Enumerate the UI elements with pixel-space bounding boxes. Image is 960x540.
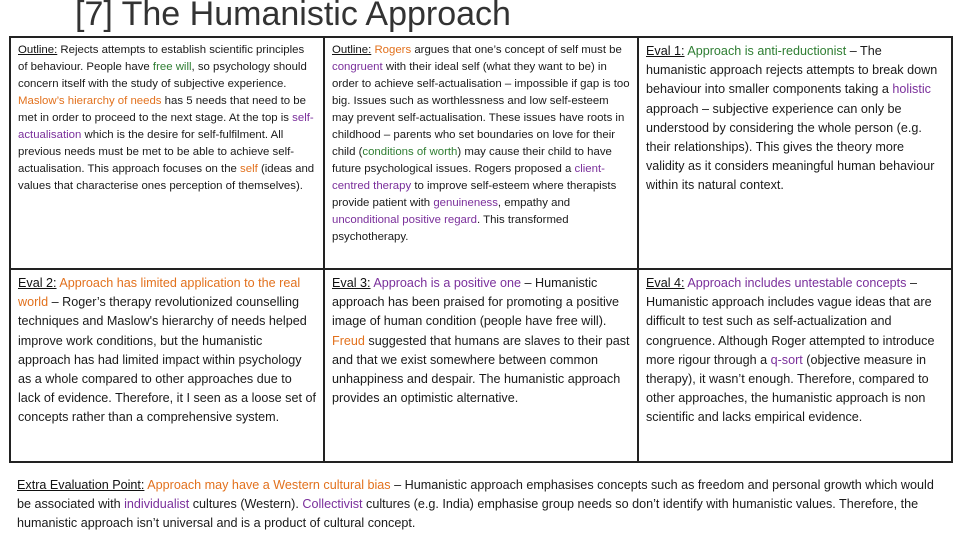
highlight: Approach is anti-reductionist [687, 44, 847, 58]
highlight: client-centred therapy [332, 163, 605, 192]
outline-rogers-cell [324, 37, 638, 269]
eval1-cell [638, 37, 952, 269]
text: – Humanistic approach includes vague ideas that are difficult to test such as self-actualization and congruence. Although Roger attempted to introduce more rigour through a [646, 276, 935, 367]
highlight: free will [152, 61, 192, 73]
text: – Humanistic approach has been praised for promoting a positive image of human condition (people have free will). [332, 276, 620, 329]
text: , so psychology should concern itself with the study of subjective experience. [18, 61, 307, 90]
extra-label: Extra Evaluation Point: [17, 478, 145, 492]
highlight: Rogers [374, 44, 412, 56]
text: (objective measure in therapy), it wasn’t enough. Therefore, compared to other approaches, the humanistic approach is non scientific and lacks empirical evidence. [646, 352, 929, 425]
text: which is the desire for self-fulfilment. All previous needs must be met to be able to achieve self-actualisation. This approach focuses on the [18, 129, 295, 175]
eval3-cell [324, 269, 638, 462]
highlight: conditions of worth [362, 146, 458, 158]
eval-label: Eval 1: [646, 44, 685, 58]
highlight: Collectivist [302, 497, 363, 512]
highlight: Approach may have a Western cultural bias [147, 478, 391, 492]
highlight: congruent [332, 61, 383, 73]
text: suggested that humans are slaves to their past and that we exist somewhere between common unhappiness and despair. The humanistic approach provides an optimistic alternative. [332, 333, 630, 406]
page-title: [7] The Humanistic Approach [75, 0, 511, 33]
text: . This transformed psychotherapy. [332, 214, 569, 243]
highlight: Freud [332, 333, 365, 348]
highlight: individualist [124, 497, 190, 512]
text: cultures (Western). [189, 497, 303, 512]
text: with their ideal self (what they want to be) in order to achieve self-actualisation – impossible if gap is too big. Issues such as worthlessness and low self-esteem may prevent self-actualisation. These issues have roots in childhood – parents who set boundaries on love for their child ( [332, 61, 630, 158]
highlight: genuineness [433, 197, 498, 209]
text: Rejects attempts to establish scientific principles of behaviour. People have [18, 44, 305, 73]
highlight: Approach is a positive one [373, 276, 522, 290]
eval-label: Eval 4: [646, 276, 685, 290]
highlight: q-sort [770, 352, 803, 367]
eval-label: Eval 3: [332, 276, 371, 290]
text: has 5 needs that need to be met in order to proceed to the next stage. At the top is [18, 95, 306, 124]
outline-label: Outline: [332, 44, 372, 56]
text: cultures (e.g. India) emphasise group needs so don’t identify with humanistic values. Therefore, the humanistic approach isn’t universal and is a product of cultural concept. [17, 497, 919, 531]
highlight: Maslow’s hierarchy of needs [18, 95, 162, 107]
text: approach – subjective experience can only be understood by considering the whole person (e.g. their relationships). This gives the theory more validity as it considers meaningful human behaviour within its natural context. [646, 101, 935, 193]
text: ) may cause their child to have future psychological issues. Rogers proposed a [332, 146, 612, 175]
text: – Roger’s therapy revolutionized counselling techniques and Maslow's hierarchy of needs helped improve work conditions, but the humanistic approach has had limited impact within psychology as a whole compared to other approaches due to lack of evidence. Therefore, it I seen as a loose set of concepts rather than a comprehensive system. [18, 295, 316, 425]
text: – Humanistic approach emphasises concepts such as freedom and personal growth which would be associated with [17, 478, 934, 512]
highlight: self-actualisation [18, 112, 314, 141]
highlight: Approach has limited application to the real world [18, 276, 301, 310]
text: (ideas and values that characterise ones perception of themselves). [18, 163, 315, 192]
highlight: Approach includes untestable concepts [687, 276, 907, 290]
text: , empathy and [497, 197, 571, 209]
text: argues that one’s concept of self must be [411, 44, 622, 56]
eval4-cell [638, 269, 952, 462]
text: to improve self-esteem where therapists provide patient with [332, 180, 617, 209]
highlight: self [240, 163, 258, 175]
eval-label: Eval 2: [18, 276, 57, 290]
content-grid [9, 36, 953, 463]
extra-evaluation-point [17, 476, 937, 534]
eval2-cell [10, 269, 324, 462]
outline-maslow-cell [10, 37, 324, 269]
highlight: unconditional positive regard [332, 214, 478, 226]
text: – The humanistic approach rejects attempts to break down behaviour into smaller components taking a [646, 44, 938, 97]
highlight: holistic [892, 82, 931, 97]
outline-label: Outline: [18, 44, 58, 56]
